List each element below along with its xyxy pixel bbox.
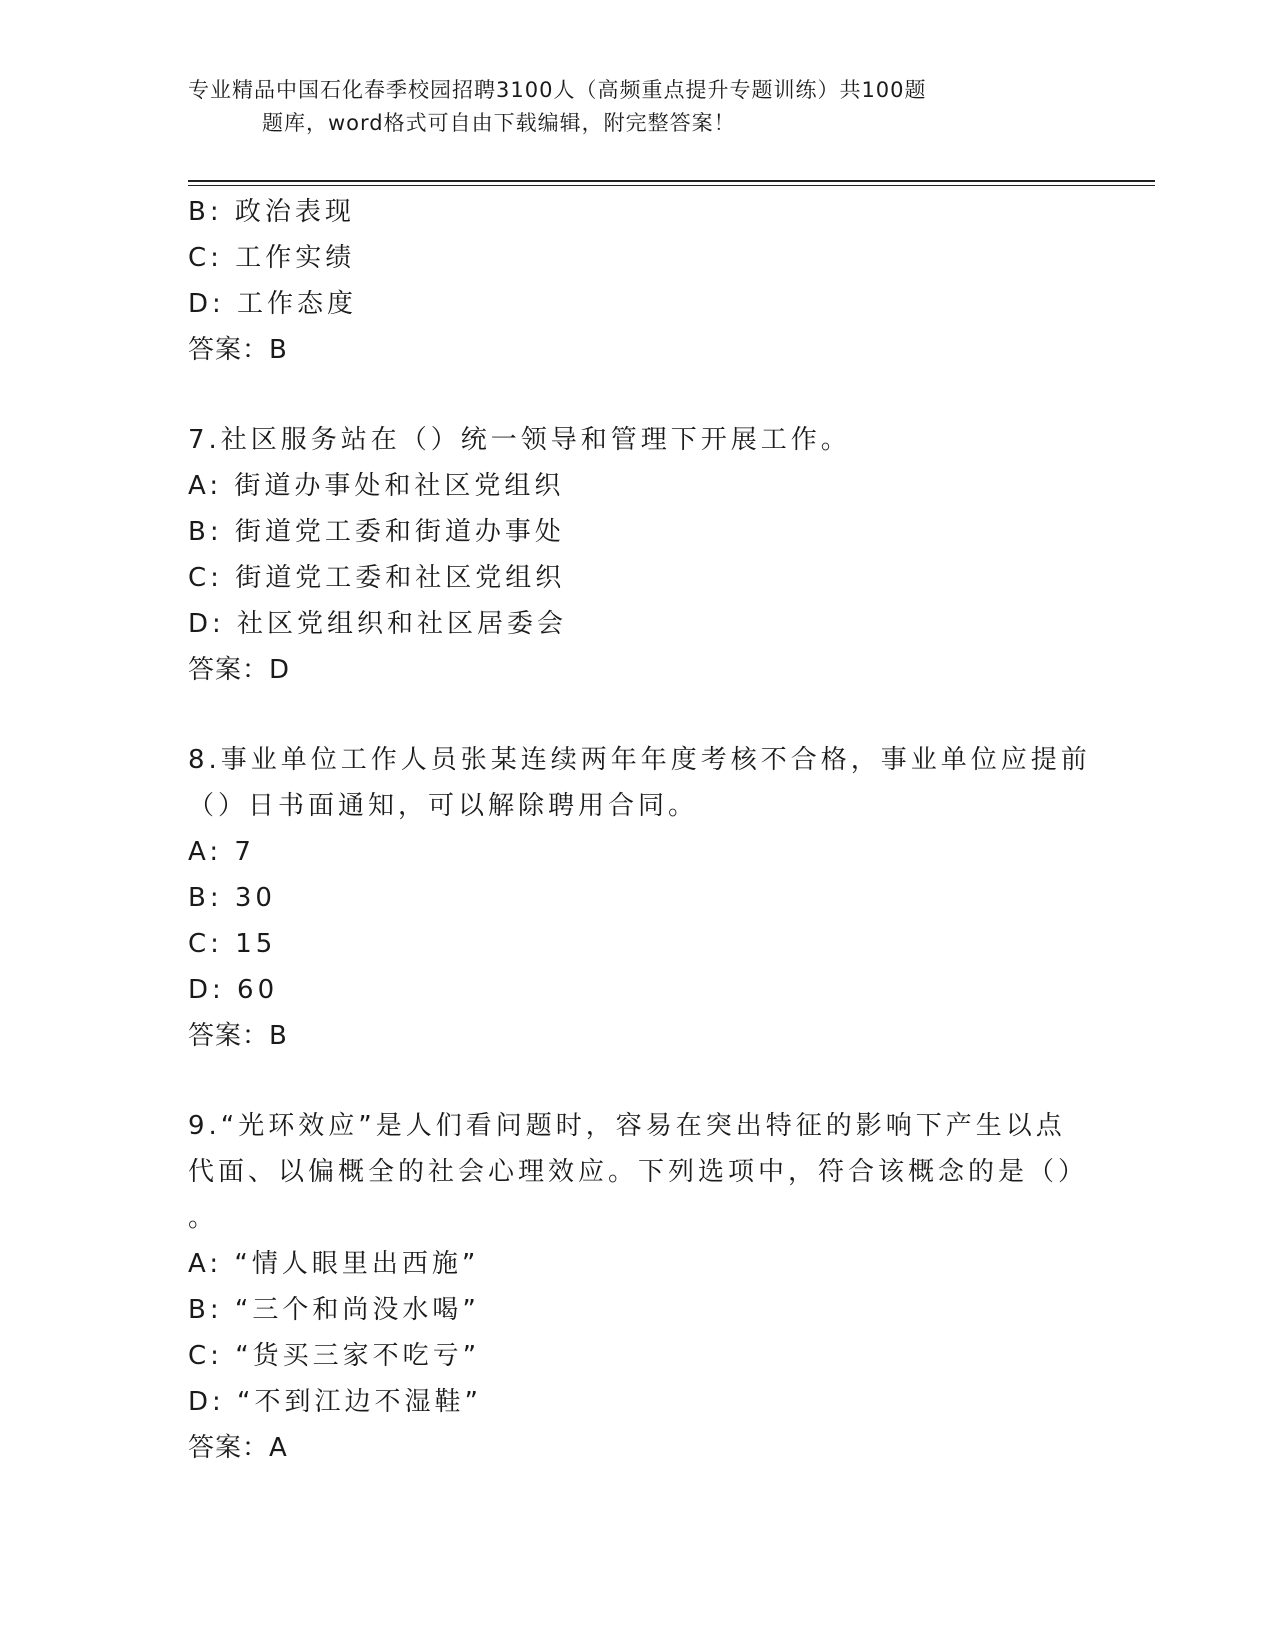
answer: 答案：D [188,655,291,685]
question-7 [188,417,1068,693]
option-label: D: [188,289,225,319]
question-list [188,189,1091,1471]
option-b [188,509,1068,555]
header-rule-thick [188,180,1155,182]
option-b [188,189,1068,235]
answer: 答案：B [188,1021,288,1051]
option-label: C: [188,929,223,959]
question-text-line-2: （）日书面通知，可以解除聘用合同。 [188,791,699,821]
document-header [188,74,1068,140]
option-text: 工作态度 [237,289,358,319]
question-text-line-2: 代面、以偏概全的社会心理效应。下列选项中，符合该概念的是（） [188,1157,1089,1187]
option-label: C: [188,563,223,593]
option-label: A: [188,1249,223,1279]
option-d [188,601,1068,647]
question-8 [188,737,1091,1059]
option-label: B: [188,1295,223,1325]
option-text: 街道党工委和街道办事处 [234,517,565,547]
option-text: “货买三家不吃亏” [235,1341,481,1371]
option-d [188,967,1068,1013]
option-text: 15 [235,929,277,959]
option-b [188,1287,1068,1333]
option-a [188,463,1068,509]
option-c [188,1333,1068,1379]
option-text: 工作实绩 [235,243,356,273]
spacer [188,1059,1068,1103]
option-text: “三个和尚没水喝” [234,1295,480,1325]
option-label: D: [188,609,225,639]
option-label: B: [188,197,223,227]
option-a [188,829,1068,875]
option-text: “情人眼里出西施” [234,1249,480,1279]
question-text-line-1: 8.事业单位工作人员张某连续两年年度考核不合格，事业单位应提前 [188,745,1091,775]
header-rule-thin [188,185,1155,186]
option-label: C: [188,1341,223,1371]
question-text: 7.社区服务站在（）统一领导和管理下开展工作。 [188,425,851,455]
option-label: C: [188,243,223,273]
option-c [188,555,1068,601]
header-line-2: 题库，word格式可自由下载编辑，附完整答案！ [262,111,736,135]
option-text: 60 [237,975,279,1005]
option-label: B: [188,517,223,547]
spacer [188,693,1068,737]
question-text-line-1: 9.“光环效应”是人们看问题时，容易在突出特征的影响下产生以点 [188,1111,1066,1141]
option-label: A: [188,471,223,501]
question-9 [188,1103,1089,1471]
header-line-1: 专业精品中国石化春季校园招聘3100人（高频重点提升专题训练）共100题 [188,78,927,102]
option-text: 政治表现 [234,197,355,227]
option-text: 街道党工委和社区党组织 [235,563,566,593]
option-label: D: [188,1387,225,1417]
option-d [188,281,1068,327]
option-label: A: [188,837,223,867]
option-text: 7 [234,837,255,867]
option-c [188,921,1068,967]
option-text: “不到江边不湿鞋” [237,1387,482,1417]
option-text: 30 [234,883,276,913]
option-b [188,875,1068,921]
option-d [188,1379,1068,1425]
answer: 答案：B [188,335,288,365]
option-a [188,1241,1068,1287]
option-text: 街道办事处和社区党组织 [234,471,565,501]
option-label: B: [188,883,223,913]
question-6-tail [188,189,1068,373]
option-c [188,235,1068,281]
spacer [188,373,1068,417]
option-label: D: [188,975,225,1005]
option-text: 社区党组织和社区居委会 [237,609,568,639]
answer: 答案：A [188,1433,288,1463]
question-text-line-3: 。 [188,1203,219,1233]
